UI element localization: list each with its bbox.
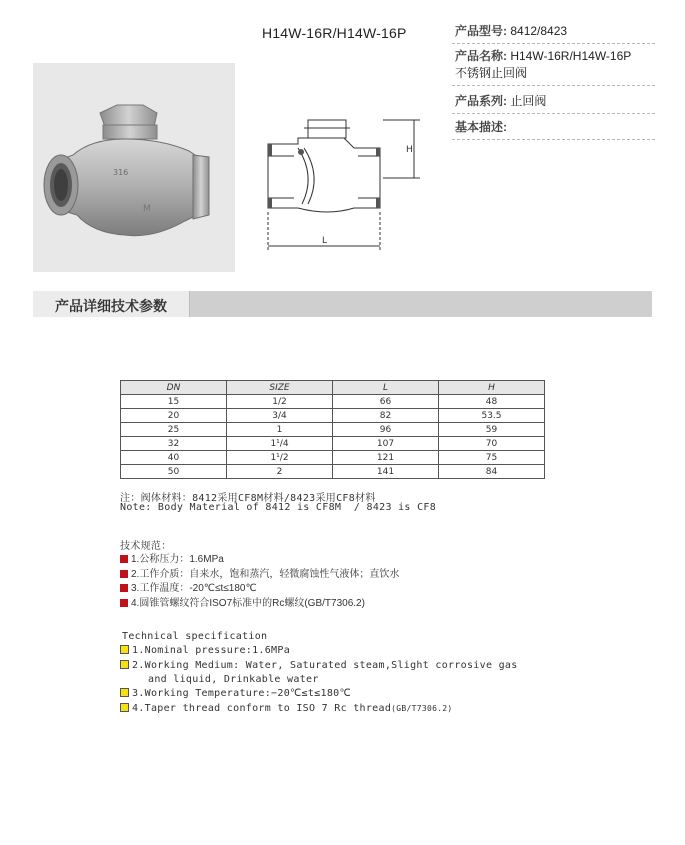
- column-header: H: [439, 381, 545, 395]
- spec-cn-item: [120, 565, 399, 580]
- series-value: 止回阀: [510, 94, 547, 108]
- spec-en-item: [120, 688, 351, 699]
- table-cell: 2: [227, 465, 333, 479]
- table-row: [121, 437, 545, 451]
- yellow-bullet-icon: [120, 688, 129, 697]
- name-value-line1: H14W-16R/H14W-16P: [510, 49, 632, 63]
- column-header: L: [333, 381, 439, 395]
- material-note-en: Note: Body Material of 8412 is CF8M / 8423 is CF8: [120, 502, 437, 513]
- table-cell: 75: [439, 451, 545, 465]
- info-row-description: [452, 116, 655, 140]
- column-header: DN: [121, 381, 227, 395]
- section-tab: [33, 291, 190, 317]
- spec-en-item: [120, 645, 290, 656]
- info-row-name: [452, 45, 655, 86]
- red-bullet-icon: [120, 599, 128, 607]
- table-cell: 141: [333, 465, 439, 479]
- table-cell: 1¹/4: [227, 437, 333, 451]
- table-cell: 82: [333, 409, 439, 423]
- table-cell: 1: [227, 423, 333, 437]
- table-cell: 20: [121, 409, 227, 423]
- spec-en-text: 2.Working Medium: Water, Saturated steam,Slight corrosive gas: [132, 660, 518, 671]
- table-row: [121, 465, 545, 479]
- model-label: 产品型号:: [455, 24, 507, 38]
- model-title: H14W-16R/H14W-16P: [262, 25, 407, 41]
- name-label: 产品名称:: [455, 49, 507, 63]
- table-cell: 84: [439, 465, 545, 479]
- column-header: SIZE: [227, 381, 333, 395]
- dimension-h-label: H: [406, 145, 413, 155]
- spec-cn-text: 1.公称压力：1.6MPa: [131, 554, 224, 565]
- table-row: [121, 395, 545, 409]
- spec-cn-item: [120, 594, 365, 609]
- spec-en-title: Technical specification: [122, 631, 268, 642]
- red-bullet-icon: [120, 570, 128, 578]
- table-row: [121, 409, 545, 423]
- casting-mark: 316: [113, 168, 129, 177]
- table-cell: 15: [121, 395, 227, 409]
- spec-cn-text: 2.工作介质：自来水，饱和蒸汽，轻微腐蚀性气液体；直饮水: [131, 569, 400, 580]
- material-note-cn: 注：阀体材料：8412采用CF8M材料/8423采用CF8材料: [120, 493, 376, 504]
- spec-cn-text: 4.圆锥管螺纹符合ISO7标准中的Rc螺纹(GB/T7306.2): [131, 598, 365, 609]
- brand-mark: M: [143, 204, 151, 214]
- table-cell: 53.5: [439, 409, 545, 423]
- spec-table: [120, 380, 545, 479]
- yellow-bullet-icon: [120, 660, 129, 669]
- table-cell: 1¹/2: [227, 451, 333, 465]
- dimension-l-label: L: [322, 236, 328, 246]
- spec-en-item: [120, 660, 518, 671]
- red-bullet-icon: [120, 555, 128, 563]
- info-row-series: [452, 90, 655, 114]
- section-header-bar: [33, 291, 652, 317]
- model-value: 8412/8423: [510, 24, 568, 38]
- spec-cn-text: 3.工作温度：-20℃≤t≤180℃: [131, 583, 257, 594]
- table-header-row: [121, 381, 545, 395]
- spec-cn-item: [120, 550, 224, 565]
- name-value-line2: 不锈钢止回阀: [455, 66, 528, 80]
- table-cell: 66: [333, 395, 439, 409]
- yellow-bullet-icon: [120, 703, 129, 712]
- table-cell: 121: [333, 451, 439, 465]
- table-cell: 25: [121, 423, 227, 437]
- table-cell: 96: [333, 423, 439, 437]
- info-row-model: [452, 20, 655, 44]
- spec-cn-title: 技术规范：: [120, 541, 172, 552]
- table-cell: 1/2: [227, 395, 333, 409]
- red-bullet-icon: [120, 584, 128, 592]
- spec-en-text: 1.Nominal pressure:1.6MPa: [132, 645, 291, 656]
- yellow-bullet-icon: [120, 645, 129, 654]
- series-label: 产品系列:: [455, 94, 507, 108]
- product-photo: [33, 63, 235, 272]
- table-cell: 3/4: [227, 409, 333, 423]
- table-row: [121, 451, 545, 465]
- table-cell: 50: [121, 465, 227, 479]
- spec-en-item: [120, 703, 453, 714]
- spec-en-standard: (GB/T7306.2): [391, 704, 453, 713]
- table-cell: 107: [333, 437, 439, 451]
- technical-drawing: [258, 112, 428, 262]
- table-row: [121, 423, 545, 437]
- table-cell: 59: [439, 423, 545, 437]
- description-label: 基本描述:: [455, 120, 507, 134]
- spec-en-text: 4.Taper thread conform to ISO 7 Rc thread: [132, 703, 392, 714]
- table-cell: 48: [439, 395, 545, 409]
- spec-en-text: 3.Working Temperature:−20℃≤t≤180℃: [132, 688, 351, 699]
- table-cell: 32: [121, 437, 227, 451]
- section-title: 产品详细技术参数: [55, 298, 167, 314]
- table-cell: 70: [439, 437, 545, 451]
- spec-en-item-continuation: and liquid, Drinkable water: [148, 674, 319, 685]
- spec-cn-item: [120, 579, 257, 594]
- table-cell: 40: [121, 451, 227, 465]
